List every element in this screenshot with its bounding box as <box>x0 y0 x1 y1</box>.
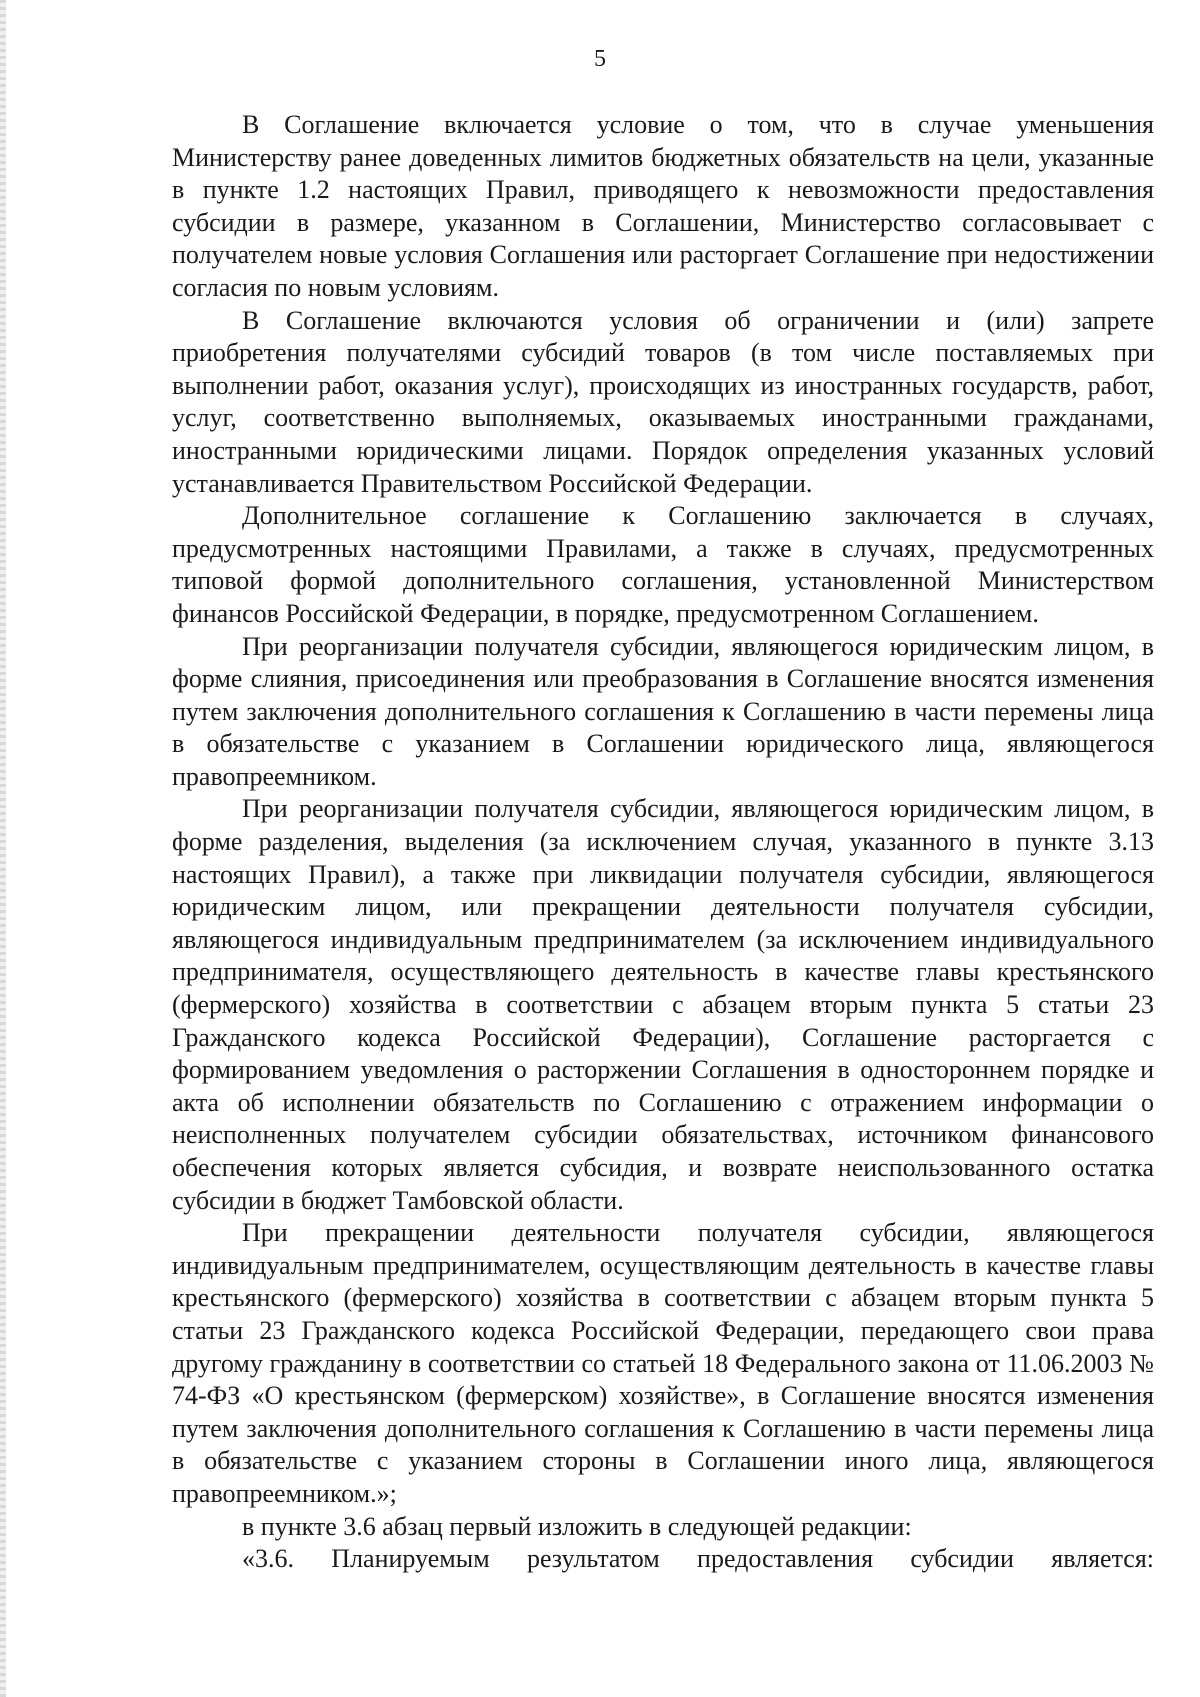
paragraph-amendment-instruction: в пункте 3.6 абзац первый изложить в следующей редакции: <box>242 1511 912 1541</box>
paragraph-agreement-limits: В Соглашение включается условие о том, что в случае уменьшения Министерству ранее доведенных лимитов бюджетных обязательств на цели, указанные в пункте 1.2 настоящих Правил, приводящего к невозможности предоставления субсидии в размере, указанном в Соглашении, Министерство согласовывает с получателем новые условия Соглашения или расторгает Соглашение при недостижении согласия по новым условиям. <box>172 110 1154 302</box>
paragraph-planned-result: «3.6. Планируемым результатом предоставления субсидии является: <box>242 1544 1154 1574</box>
paragraph-reorganization-merger: При реорганизации получателя субсидии, являющегося юридическим лицом, в форме слияния, присоединения или преобразования в Соглашение вносятся изменения путем заключения дополнительного соглашения к Соглашению в части перемены лица в обязательстве с указанием в Соглашении юридического лица, являющегося правопреемником. <box>172 631 1154 791</box>
paragraph-reorganization-division: При реорганизации получателя субсидии, являющегося юридическим лицом, в форме разделения, выделения (за исключением случая, указанного в пункте 3.13 настоящих Правил), а также при ликвидации получателя субсидии, являющегося юридическим лицом, или прекращении деятельности получателя субсидии, являющегося индивидуальным предпринимателем (за исключением индивидуального предпринимателя, осуществляющего деятельность в качестве главы крестьянского (фермерского) хозяйства в соответствии с абзацем вторым пункта 5 статьи 23 Гражданского кодекса Российской Федерации), Соглашение расторгается с формированием уведомления о расторжении Соглашения в одностороннем порядке и акта об исполнении обязательств по Соглашению с отражением информации о неисполненных получателем субсидии обязательствах, источником финансового обеспечения которых является субсидия, и возврате неиспользованного остатка субсидии в бюджет Тамбовской области. <box>172 794 1154 1215</box>
paragraph-foreign-goods-restriction: В Соглашение включаются условия об ограничении и (или) запрете приобретения получателями субсидий товаров (в том числе поставляемых при выполнении работ, оказания услуг), происходящих из иностранных государств, работ, услуг, соответственно выполняемых, оказываемых иностранными гражданами, иностранными юридическими лицами. Порядок определения указанных условий устанавливается Правительством Российской Федерации. <box>172 305 1154 498</box>
scan-edge <box>0 0 6 1697</box>
document-body <box>172 109 1154 1576</box>
page-number: 5 <box>594 46 606 72</box>
paragraph-additional-agreement: Дополнительное соглашение к Соглашению заключается в случаях, предусмотренных настоящими Правилами, а также в случаях, предусмотренных типовой формой дополнительного соглашения, установленной Министерством финансов Российской Федерации, в порядке, предусмотренном Соглашением. <box>172 501 1154 628</box>
paragraph-farm-termination: При прекращении деятельности получателя субсидии, являющегося индивидуальным предпринимателем, осуществляющим деятельность в качестве главы крестьянского (фермерского) хозяйства в соответствии с абзацем вторым пункта 5 статьи 23 Гражданского кодекса Российской Федерации, передающего свои права другому гражданину в соответствии со статьей 18 Федерального закона от 11.06.2003 № 74-ФЗ «О крестьянском (фермерском) хозяйстве», в Соглашение вносятся изменения путем заключения дополнительного соглашения к Соглашению в части перемены лица в обязательстве с указанием стороны в Соглашении иного лица, являющегося правопреемником.»; <box>172 1218 1154 1508</box>
